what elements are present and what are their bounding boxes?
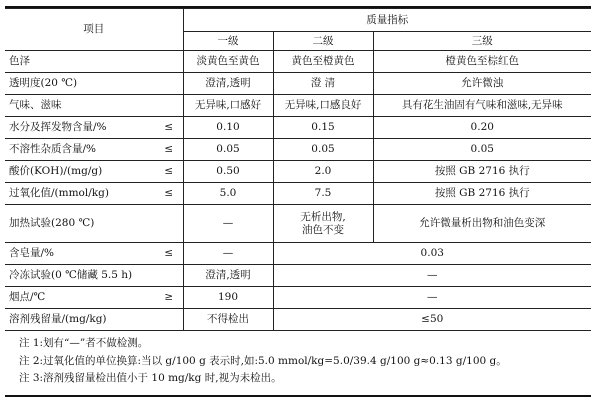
- row-grade1: 澄清,透明: [183, 73, 273, 95]
- table-row: [5, 95, 591, 117]
- table-row: [5, 51, 591, 73]
- smoke-item: 烟点/℃: [5, 287, 155, 309]
- table-row: [5, 139, 591, 161]
- row-grade3: 橙黄色至棕红色: [373, 51, 591, 73]
- row-grade2: 黄色至橙黄色: [273, 51, 373, 73]
- row-grade3: 具有花生油固有气味和滋味,无异味: [373, 95, 591, 117]
- table-row: [5, 183, 591, 205]
- heating-grade2: [273, 205, 373, 243]
- row-symbol: ≤: [155, 161, 183, 183]
- row-grade1: 淡黄色至黄色: [183, 51, 273, 73]
- heating-item: 加热试验(280 ℃): [5, 205, 183, 243]
- frozen-item: 冷冻试验(0 ℃储藏 5.5 h): [5, 265, 183, 287]
- header-quality: 质量指标: [183, 9, 591, 32]
- row-grade2: 0.05: [273, 139, 373, 161]
- note-3: 注 3:溶剂残留量检出值小于 10 mg/kg 时,视为未检出。: [19, 372, 282, 384]
- quality-spec-table: [5, 6, 591, 397]
- header-grade1: 一级: [183, 32, 273, 51]
- row-symbol: [155, 73, 183, 95]
- row-item: 水分及挥发物含量/%: [5, 117, 155, 139]
- row-item: 气味、滋味: [5, 95, 155, 117]
- row-item: 不溶性杂质含量/%: [5, 139, 155, 161]
- heating-grade1: —: [183, 205, 273, 243]
- row-grade2: 0.15: [273, 117, 373, 139]
- header-item: 项目: [5, 9, 183, 51]
- heating-grade3: 允许微量析出物和油色变深: [373, 205, 591, 243]
- row-grade3: 按照 GB 2716 执行: [373, 183, 591, 205]
- header-row-top: [5, 9, 591, 32]
- row-grade2: 2.0: [273, 161, 373, 183]
- row-grade2: 7.5: [273, 183, 373, 205]
- smoke-grade23: —: [273, 287, 591, 309]
- soap-grade23: 0.03: [273, 243, 591, 265]
- spec-table: [5, 8, 591, 388]
- header-grade3: 三级: [373, 32, 591, 51]
- header-grade2: 二级: [273, 32, 373, 51]
- row-symbol: [155, 95, 183, 117]
- row-symbol: ≤: [155, 117, 183, 139]
- row-item: 过氧化值/(mmol/kg): [5, 183, 155, 205]
- heating-grade2-line1: 无析出物,: [300, 210, 346, 223]
- row-grade2: 澄 清: [273, 73, 373, 95]
- solvent-grade23: ≤50: [273, 309, 591, 331]
- soap-grade1: —: [183, 243, 273, 265]
- frozen-grade23: —: [273, 265, 591, 287]
- row-grade1: 无异味,口感好: [183, 95, 273, 117]
- row-item: 透明度(20 ℃): [5, 73, 155, 95]
- table-row: [5, 161, 591, 183]
- row-symbol: [155, 51, 183, 73]
- table-row-frozen: [5, 265, 591, 287]
- notes-row: [5, 331, 591, 388]
- row-grade1: 0.05: [183, 139, 273, 161]
- smoke-symbol: ≥: [155, 287, 183, 309]
- heating-grade2-line2: 油色不变: [302, 223, 344, 236]
- table-row-soap: [5, 243, 591, 265]
- note-2: 注 2:过氧化值的单位换算:当以 g/100 g 表示时,如:5.0 mmol/kg=5.0/39.4 g/100 g≈0.13 g/100 g。: [19, 354, 507, 367]
- table-row: [5, 117, 591, 139]
- row-grade3: 按照 GB 2716 执行: [373, 161, 591, 183]
- row-symbol: ≤: [155, 139, 183, 161]
- solvent-grade1: 不得检出: [183, 309, 273, 331]
- row-grade3: 0.05: [373, 139, 591, 161]
- frozen-grade1: 澄清,透明: [183, 265, 273, 287]
- soap-item: 含皂量/%: [5, 243, 155, 265]
- row-grade1: 0.50: [183, 161, 273, 183]
- note-1: 注 1:划有“—”者不做检测。: [19, 337, 149, 349]
- table-row-solvent: [5, 309, 591, 331]
- table-row: [5, 73, 591, 95]
- solvent-item: 溶剂残留量/(mg/kg): [5, 309, 183, 331]
- row-grade2: 无异味,口感良好: [273, 95, 373, 117]
- row-symbol: ≤: [155, 183, 183, 205]
- soap-symbol: ≤: [155, 243, 183, 265]
- row-item: 色泽: [5, 51, 155, 73]
- row-grade1: 0.10: [183, 117, 273, 139]
- table-row-smoke: [5, 287, 591, 309]
- table-row-heating: [5, 205, 591, 243]
- row-item: 酸价(KOH)/(mg/g): [5, 161, 155, 183]
- row-grade3: 0.20: [373, 117, 591, 139]
- notes-cell: [5, 331, 591, 388]
- smoke-grade1: 190: [183, 287, 273, 309]
- row-grade1: 5.0: [183, 183, 273, 205]
- row-grade3: 允许微浊: [373, 73, 591, 95]
